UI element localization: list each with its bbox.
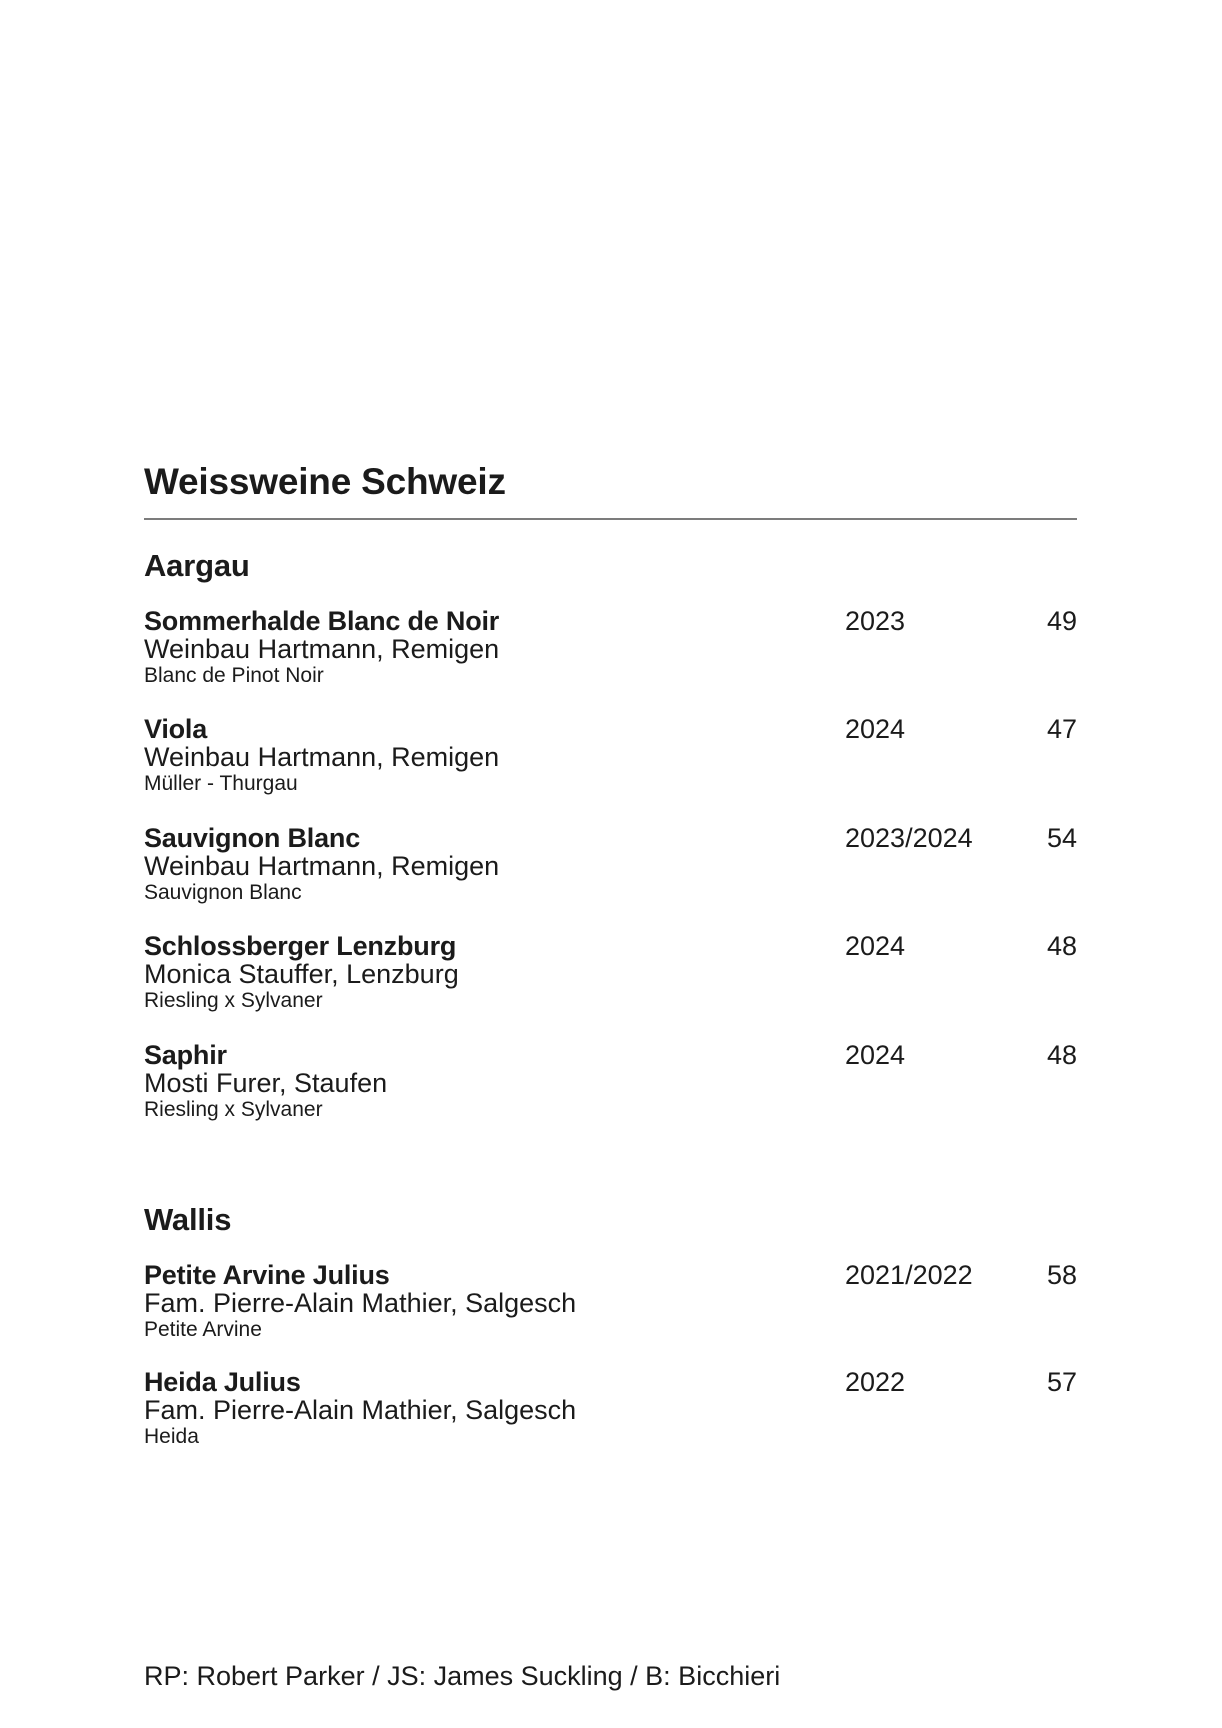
wine-price: 48 [1046,931,1077,961]
wine-name: Sommerhalde Blanc de Noir [144,606,500,636]
wine-price: 48 [1046,1040,1077,1070]
ratings-legend: RP: Robert Parker / JS: James Suckling / B: Bicchieri [144,1661,781,1691]
wine-entry [144,1261,1077,1342]
wine-vintage: 2024 [845,931,906,961]
wine-grape: Heida [144,1425,199,1448]
wine-entry-row [144,1041,1077,1070]
wine-grape: Petite Arvine [144,1318,262,1341]
wine-grape: Riesling x Sylvaner [144,1098,323,1121]
wine-entry [144,932,1077,1013]
wine-vintage: 2023/2024 [845,823,973,853]
wine-price: 49 [1046,606,1077,636]
wine-producer: Monica Stauffer, Lenzburg [144,959,459,989]
wine-vintage: 2024 [845,1040,906,1070]
wine-entry [144,824,1077,905]
wine-entry-row [144,932,1077,961]
wine-grape: Blanc de Pinot Noir [144,664,324,687]
wine-name: Viola [144,714,208,744]
page-title: Weissweine Schweiz [144,461,506,502]
section-heading-wallis: Wallis [144,1202,232,1237]
wine-vintage: 2021/2022 [845,1260,973,1290]
wine-entry-row [144,715,1077,744]
wine-vintage: 2023 [845,606,906,636]
wine-entry [144,715,1077,796]
wine-name: Saphir [144,1040,227,1070]
wine-price: 47 [1046,714,1077,744]
wine-name: Heida Julius [144,1367,301,1397]
wine-price: 57 [1046,1367,1077,1397]
wine-entry [144,607,1077,688]
wine-producer: Fam. Pierre-Alain Mathier, Salgesch [144,1395,577,1425]
wine-name: Petite Arvine Julius [144,1260,390,1290]
wine-producer: Weinbau Hartmann, Remigen [144,742,500,772]
wine-entry-row [144,607,1077,636]
section-heading-aargau: Aargau [144,548,250,583]
wine-producer: Weinbau Hartmann, Remigen [144,634,500,664]
wine-price: 58 [1046,1260,1077,1290]
wine-vintage: 2022 [845,1367,906,1397]
wine-producer: Weinbau Hartmann, Remigen [144,851,500,881]
wine-grape: Riesling x Sylvaner [144,989,323,1012]
wine-name: Sauvignon Blanc [144,823,361,853]
wine-grape: Müller - Thurgau [144,772,298,795]
wine-producer: Fam. Pierre-Alain Mathier, Salgesch [144,1288,577,1318]
wine-entry [144,1041,1077,1122]
wine-entry-row [144,1368,1077,1397]
wine-producer: Mosti Furer, Staufen [144,1068,388,1098]
wine-entry [144,1368,1077,1449]
wine-price: 54 [1046,823,1077,853]
wine-entry-row [144,824,1077,853]
wine-vintage: 2024 [845,714,906,744]
wine-entry-row [144,1261,1077,1290]
wine-name: Schlossberger Lenzburg [144,931,457,961]
title-divider-rule [144,518,1077,520]
wine-grape: Sauvignon Blanc [144,881,302,904]
